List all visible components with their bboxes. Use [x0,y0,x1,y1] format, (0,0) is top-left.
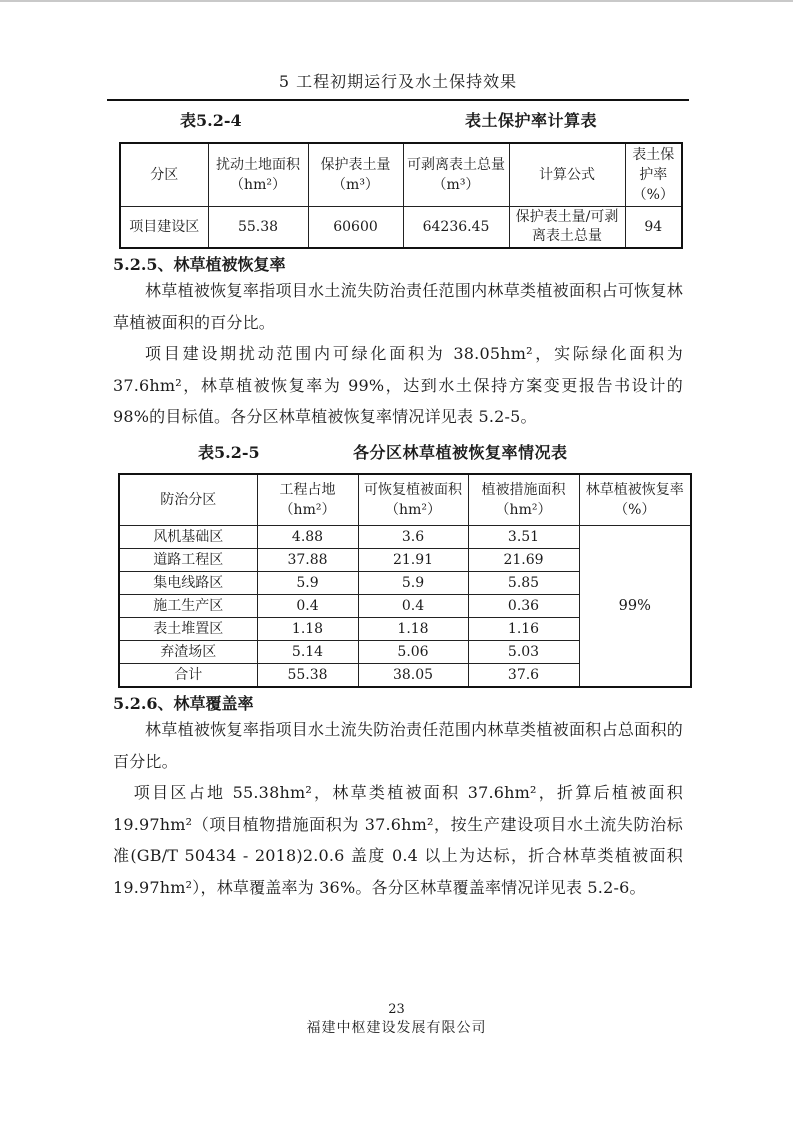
data-cell: 21.91 [358,549,468,572]
data-cell: 0.4 [358,595,468,618]
data-cell: 3.6 [358,526,468,549]
section-heading-526: 5.2.6、林草覆盖率 [113,694,254,713]
header-cell-zone: 分区 [120,143,208,207]
page-header-title: 5 工程初期运行及水土保持效果 [278,72,518,91]
header-cell-control-zone: 防治分区 [119,474,257,526]
paragraph: 林草植被恢复率指项目水土流失防治责任范围内林草类植被面积占可恢复林草植被面积的百分比。 [113,281,683,332]
page-footer [0,1002,793,1038]
company-name: 福建中枢建设发展有限公司 [306,1020,487,1036]
data-cell: 55.38 [257,664,358,688]
data-cell: 5.85 [468,572,579,595]
data-cell: 0.36 [468,595,579,618]
data-cell: 弃渣场区 [119,641,257,664]
table2-caption-row [113,441,683,465]
data-cell: 5.14 [257,641,358,664]
data-cell: 表土堆置区 [119,618,257,641]
data-cell: 1.16 [468,618,579,641]
header-cell-strippable-topsoil: 可剥离表土总量 （m³） [403,143,509,207]
data-cell: 21.69 [468,549,579,572]
paragraph: 项目建设期扰动范围内可绿化面积为 38.05hm²，实际绿化面积为 37.6hm²，林草植被恢复率为 99%，达到水土保持方案变更报告书设计的 98%的目标值。各分区林草植被恢复率情况详见表 5.2-5。 [113,344,683,426]
data-cell: 5.9 [257,572,358,595]
vegetation-recovery-table [118,473,692,689]
page-content [113,72,683,903]
data-cell: 94 [625,207,682,249]
data-cell: 60600 [308,207,403,249]
data-cell: 5.9 [358,572,468,595]
merged-rate-cell: 99% [579,526,691,688]
data-cell: 37.6 [468,664,579,688]
table-row [120,207,682,249]
table2-caption-title: 各分区林草植被恢复率情况表 [353,442,568,462]
header-cell-project-footprint: 工程占地 （hm²） [257,474,358,526]
data-cell: 3.51 [468,526,579,549]
header-cell-measures-area: 植被措施面积 （hm²） [468,474,579,526]
table1-caption-title: 表土保护率计算表 [465,111,598,130]
data-cell: 1.18 [358,618,468,641]
data-cell: 道路工程区 [119,549,257,572]
header-cell-protected-topsoil: 保护表土量 （m³） [308,143,403,207]
data-cell: 5.06 [358,641,468,664]
header-cell-disturbed-area: 扰动土地面积 （hm²） [208,143,308,207]
header-cell-recovery-rate: 林草植被恢复率 （%） [579,474,691,526]
paragraph: 林草植被恢复率指项目水土流失防治责任范围内林草类植被面积占总面积的百分比。 [113,720,683,771]
paragraph: 项目区占地 55.38hm²，林草类植被面积 37.6hm²，折算后植被面积 19.97hm²（项目植物措施面积为 37.6hm²，按生产建设项目水土流失防治标准(GB/T 50434 - 2018)2.0.6 盖度 0.4 以上为达标，折合林草类植被面积 19.97hm²），林草覆盖率为 36%。各分区林草覆盖率情况详见表 5.2-6。 [113,783,683,897]
data-cell: 风机基础区 [119,526,257,549]
table-row [119,526,691,549]
table2-caption-label: 表5.2-5 [198,442,260,462]
data-cell: 施工生产区 [119,595,257,618]
data-cell: 保护表土量/可剥离表土总量 [509,207,625,249]
header-cell-formula: 计算公式 [509,143,625,207]
data-cell: 64236.45 [403,207,509,249]
data-cell: 4.88 [257,526,358,549]
data-cell: 0.4 [257,595,358,618]
data-cell: 集电线路区 [119,572,257,595]
data-cell: 合计 [119,664,257,688]
data-cell: 38.05 [358,664,468,688]
header-cell-protection-rate: 表土保护率（%） [625,143,682,207]
header-rule [107,99,689,101]
table1-caption-label: 表5.2-4 [180,111,242,130]
data-cell: 37.88 [257,549,358,572]
data-cell: 55.38 [208,207,308,249]
data-cell: 5.03 [468,641,579,664]
header-cell-recoverable-area: 可恢复植被面积 （hm²） [358,474,468,526]
section-heading-525: 5.2.5、林草植被恢复率 [113,255,286,274]
data-cell: 1.18 [257,618,358,641]
table1-caption-row [113,109,683,133]
page-number: 23 [388,1002,405,1017]
data-cell: 项目建设区 [120,207,208,249]
topsoil-protection-table [119,142,683,249]
